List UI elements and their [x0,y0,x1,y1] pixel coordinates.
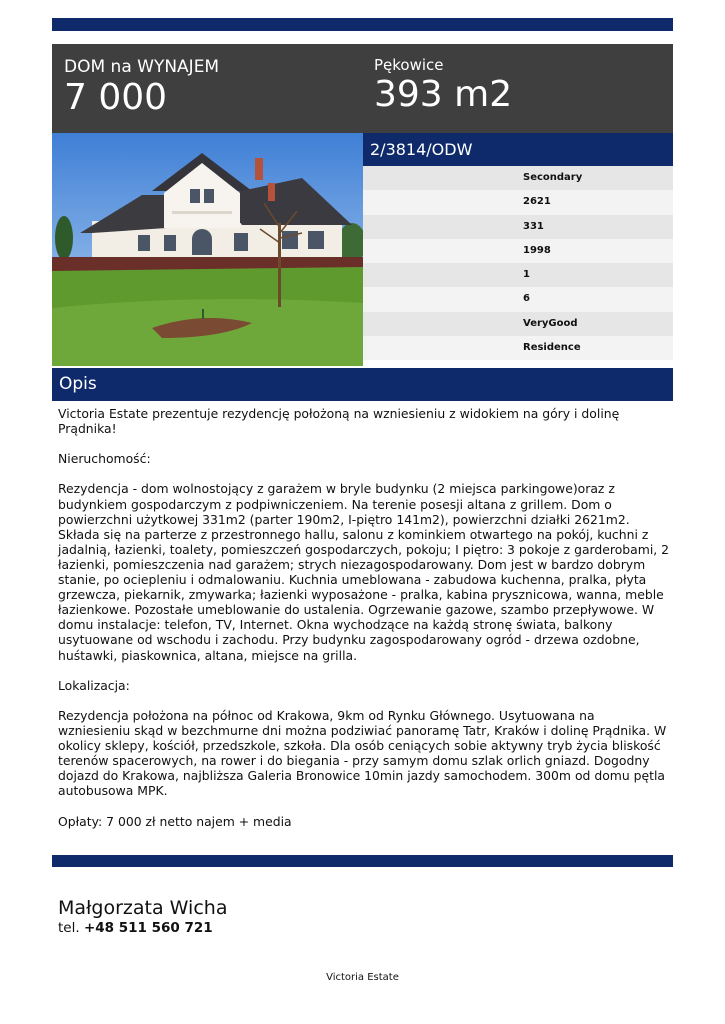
detail-value: VeryGood [523,317,578,329]
phone-label: tel. [58,920,80,936]
description-paragraph: Rezydencja - dom wolnostojący z garażem w bryle budynku (2 miejsca parkingowe)oraz z budynkiem gospodarczym z podpiwniczeniem. Na terenie posesji altana z grillem. Dom o powierzchni użytkowej 331m2 (parter 190m2, I-piętro 141m2), powierzchni działki 2621m2. Składa się na parterze z przestronnego hallu, salonu z kominkiem otwartego na pokój, kuchni z jadalnią, łazienki, toalety, pomieszczeń gospodarczych, pokoju; I piętro: 3 pokoje z garderobami, 2 łazienki, pomieszczenia nad garażem; strych niezagospodarowany. Dom jest w bardzo dobrym stanie, po ociepleniu i odmalowaniu. Kuchnia umeblowana - zabudowa kuchenna, pralka, płyta grzewcza, piekarnik, zmywarka; łazienki wyposażone - pralka, kabina prysznicowa, wanna, meble łazienkowe. Pozostałe umeblowanie do ustalenia. Ogrzewanie gazowe, szambo przepływowe. W domu instalacje: telefon, TV, Internet. Okna wychodzące na każdą stronę świata, balkony usytuowane od wschodu i zachodu. Przy budynku zagospodarowany ogród - drzewa ozdobne, huśtawki, piaskownica, altana, miejsce na grilla. [58,481,670,663]
detail-value: 2621 [523,196,551,208]
agent-name: Małgorzata Wicha [58,897,228,919]
listing-header [52,44,673,133]
detail-value: 1 [523,269,530,281]
listing-city: Pękowice [374,56,444,74]
detail-row [363,166,673,190]
listing-area: 393 m2 [374,74,513,115]
description-paragraph: Opłaty: 7 000 zł netto najem + media [58,813,292,829]
detail-row [363,336,673,360]
detail-value: Residence [523,342,581,354]
phone-number: +48 511 560 721 [83,920,213,936]
footer-company: Victoria Estate [326,972,399,983]
top-accent-bar [52,18,673,31]
detail-value: Secondary [523,172,583,183]
detail-value: 1998 [523,244,551,256]
bottom-accent-bar [52,855,673,867]
description-body [58,406,670,844]
description-paragraph: Rezydencja położona na północ od Krakowa, 9km od Rynku Głównego. Usytuowana na wzniesieniu skąd w bezchmurne dni można podziwiać panoramę Tatr, Kraków i dolinę Prądnika. W okolicy sklepy, kościół, przedszkole, szkoła. Dla osób ceniących sobie aktywny tryb życia bliskość terenów spacerowych, na rower i do biegania - przy samym domu szlak orlich gniazd. Dogodny dojazd do Krakowa, najbliższa Galeria Bronowice 10min jazdy samochodem. 300m od domu pętla autobusowa MPK. [58,707,667,799]
details-table [363,166,673,360]
detail-value: 331 [523,220,544,232]
description-paragraph: Lokalizacja: [58,677,130,693]
description-paragraph: Victoria Estate prezentuje rezydencję położoną na wzniesieniu z widokiem na góry i dolinę Prądnika! [58,406,620,437]
detail-row [363,287,673,311]
listing-reference [363,133,673,166]
detail-row [363,190,673,214]
listing-type: DOM na WYNAJEM [64,57,220,77]
agent-phone [58,920,213,936]
listing-price: 7 000 [64,77,168,118]
section-title: Opis [59,374,97,394]
description-section-header [52,368,673,401]
detail-row [363,239,673,263]
description-paragraph: Nieruchomość: [58,451,151,467]
detail-row [363,312,673,336]
detail-value: 6 [523,293,530,305]
listing-reference-text: 2/3814/ODW [370,140,473,159]
property-photo [52,133,363,366]
detail-row [363,215,673,239]
detail-row [363,263,673,287]
